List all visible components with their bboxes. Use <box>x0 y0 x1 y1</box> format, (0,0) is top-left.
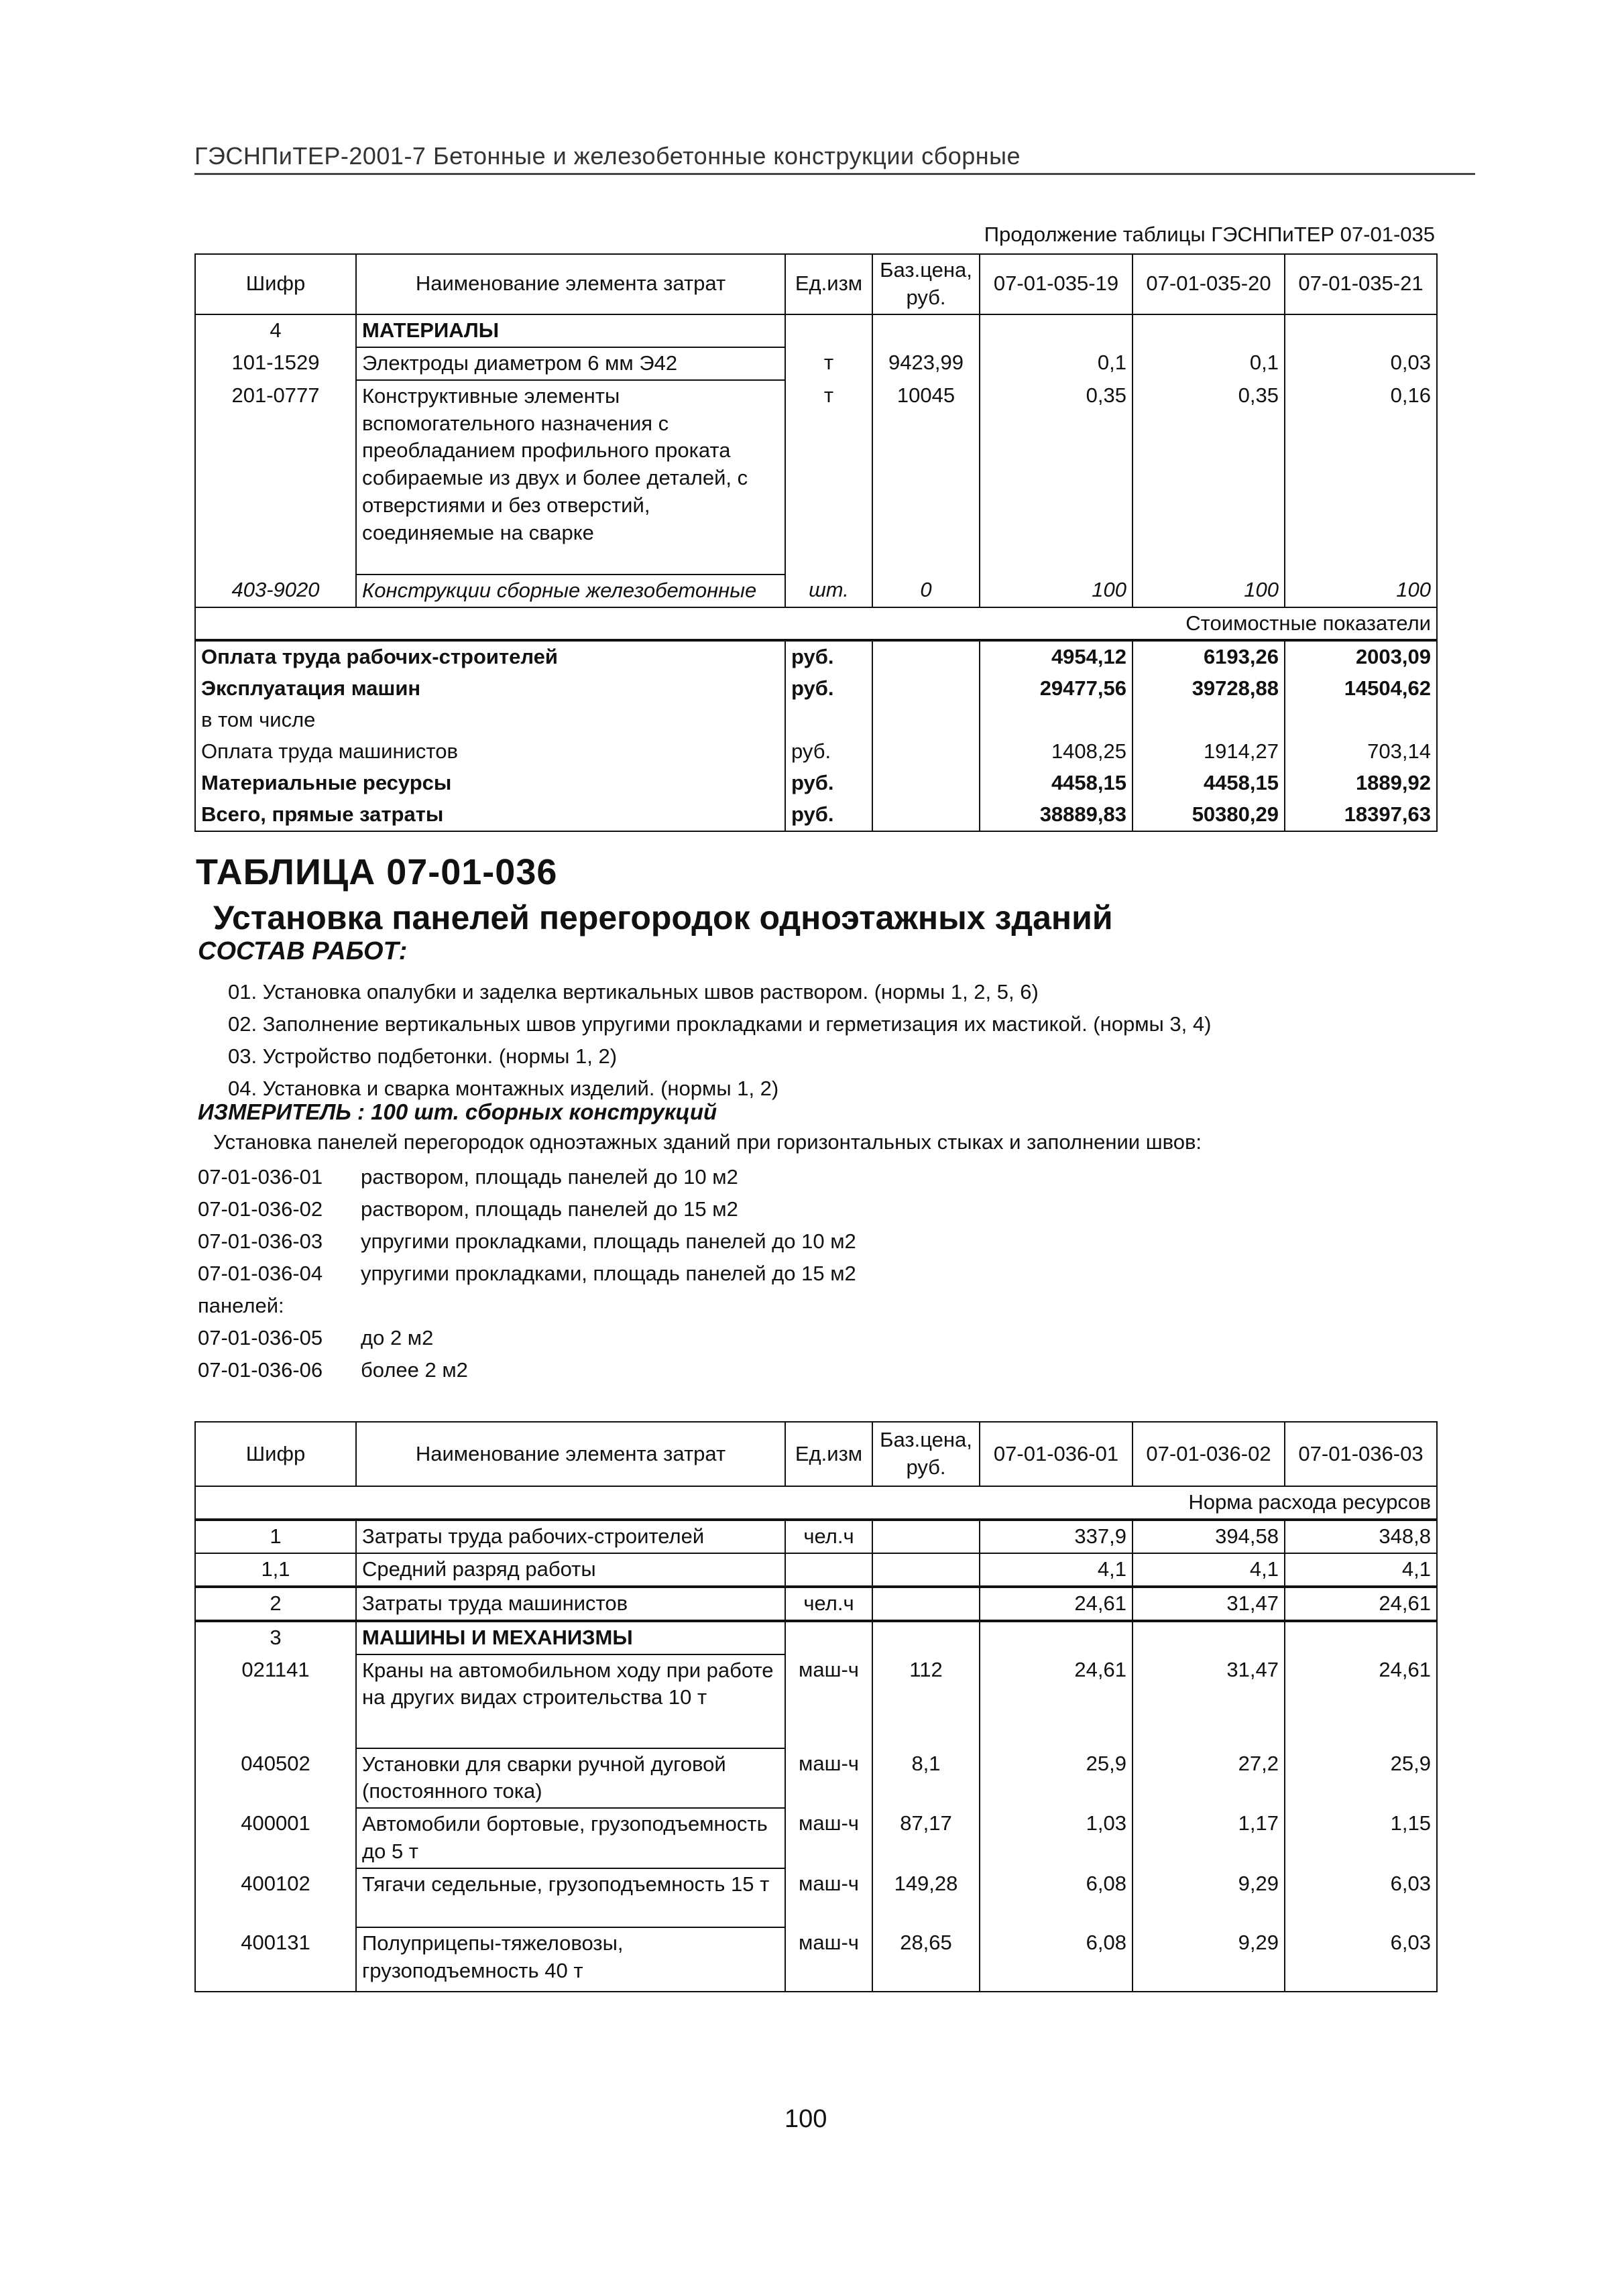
norm-desc: до 2 м2 <box>361 1326 434 1349</box>
cost-value-3: 14504,62 <box>1285 673 1437 705</box>
panels-label: панелей: <box>198 1294 284 1317</box>
works-heading: СОСТАВ РАБОТ: <box>198 937 408 965</box>
table-header-row <box>195 254 1437 314</box>
row-value-2: 100 <box>1133 575 1285 607</box>
row-value-3: 6,03 <box>1285 1868 1437 1927</box>
row-name: Установки для сварки ручной дуговой (постоянного тока) <box>356 1748 785 1809</box>
row-value-3: 1,15 <box>1285 1808 1437 1868</box>
row-name: Автомобили бортовые, грузоподъемность до 5 т <box>356 1808 785 1868</box>
col-header-price: Баз.цена, руб. <box>872 254 980 314</box>
norms-intro: Установка панелей перегородок одноэтажных зданий при горизонтальных стыках и заполнении швов: <box>213 1130 1202 1154</box>
row-name: Затраты труда рабочих-строителей <box>356 1520 785 1553</box>
row-name: Затраты труда машинистов <box>356 1587 785 1621</box>
row-value-1: 24,61 <box>980 1587 1133 1621</box>
cost-name: Оплата труда машинистов <box>195 736 785 768</box>
norm-code: 07-01-036-03 <box>198 1229 323 1253</box>
norm-code: 07-01-036-04 <box>198 1262 323 1285</box>
machine-row <box>195 1748 1437 1809</box>
norm-code: 07-01-036-02 <box>198 1197 323 1221</box>
cost-row <box>195 705 1437 736</box>
row-unit: маш-ч <box>785 1868 872 1927</box>
cost-value-1: 38889,83 <box>980 799 1133 831</box>
machine-row <box>195 1927 1437 1992</box>
cost-unit: руб. <box>785 736 872 768</box>
cost-row <box>195 799 1437 831</box>
row-unit: т <box>785 347 872 380</box>
table-continuation-caption: Продолжение таблицы ГЭСНПиТЕР 07-01-035 <box>984 223 1435 246</box>
cost-value-3: 1889,92 <box>1285 768 1437 799</box>
cost-value-2: 1914,27 <box>1133 736 1285 768</box>
row-value-2: 9,29 <box>1133 1868 1285 1927</box>
machine-row <box>195 1654 1437 1748</box>
norm-desc: упругими прокладками, площадь панелей до 10 м2 <box>361 1229 856 1253</box>
row-code: 040502 <box>195 1748 356 1809</box>
table-row <box>195 347 1437 380</box>
cost-value-1: 4954,12 <box>980 640 1133 673</box>
norm-desc: раствором, площадь панелей до 15 м2 <box>361 1197 738 1221</box>
cost-value-2: 6193,26 <box>1133 640 1285 673</box>
row-value-3: 348,8 <box>1285 1520 1437 1553</box>
cost-name: Материальные ресурсы <box>195 768 785 799</box>
row-unit: чел.ч <box>785 1520 872 1553</box>
labor-row <box>195 1587 1437 1621</box>
cost-name: Эксплуатация машин <box>195 673 785 705</box>
norm-code: 07-01-036-05 <box>198 1326 323 1349</box>
row-name: Тягачи седельные, грузоподъемность 15 т <box>356 1868 785 1927</box>
row-value-1: 6,08 <box>980 1868 1133 1927</box>
row-price: 87,17 <box>872 1808 980 1868</box>
col-header-code: Шифр <box>195 1422 356 1486</box>
section-row <box>195 314 1437 347</box>
norm-desc: упругими прокладками, площадь панелей до 15 м2 <box>361 1262 856 1285</box>
section-code: 3 <box>195 1621 356 1654</box>
row-value-2: 27,2 <box>1133 1748 1285 1809</box>
row-unit: т <box>785 380 872 575</box>
table-header-row <box>195 1422 1437 1486</box>
row-name: Полуприцепы-тяжеловозы, грузоподъемность 40 т <box>356 1927 785 1992</box>
section-row <box>195 1621 1437 1654</box>
row-price: 10045 <box>872 380 980 575</box>
row-price: 28,65 <box>872 1927 980 1992</box>
row-value-2: 31,47 <box>1133 1587 1285 1621</box>
row-value-1: 6,08 <box>980 1927 1133 1992</box>
labor-row <box>195 1553 1437 1587</box>
row-code: 400001 <box>195 1808 356 1868</box>
cost-unit: руб. <box>785 799 872 831</box>
cost-name: Всего, прямые затраты <box>195 799 785 831</box>
col-header-norm-2: 07-01-036-02 <box>1133 1422 1285 1486</box>
col-header-norm-2: 07-01-035-20 <box>1133 254 1285 314</box>
row-name: Средний разряд работы <box>356 1553 785 1587</box>
cost-row <box>195 768 1437 799</box>
row-code: 403-9020 <box>195 575 356 607</box>
row-value-1: 25,9 <box>980 1748 1133 1809</box>
meter-line: ИЗМЕРИТЕЛЬ : 100 шт. сборных конструкций <box>198 1099 717 1124</box>
row-price: 9423,99 <box>872 347 980 380</box>
table-row <box>195 380 1437 575</box>
row-value-3: 6,03 <box>1285 1927 1437 1992</box>
work-item: 03. Устройство подбетонки. (нормы 1, 2) <box>228 1044 618 1068</box>
row-value-3: 4,1 <box>1285 1553 1437 1587</box>
machine-row <box>195 1868 1437 1927</box>
work-item: 04. Установка и сварка монтажных изделий. (нормы 1, 2) <box>228 1077 779 1100</box>
cost-header: Стоимостные показатели <box>195 607 1437 641</box>
col-header-norm-1: 07-01-035-19 <box>980 254 1133 314</box>
row-value-2: 31,47 <box>1133 1654 1285 1748</box>
row-code: 021141 <box>195 1654 356 1748</box>
row-price: 8,1 <box>872 1748 980 1809</box>
col-header-norm-1: 07-01-036-01 <box>980 1422 1133 1486</box>
cost-row <box>195 736 1437 768</box>
row-code: 400131 <box>195 1927 356 1992</box>
col-header-norm-3: 07-01-035-21 <box>1285 254 1437 314</box>
table-row <box>195 575 1437 607</box>
row-name: Конструкции сборные железобетонные <box>356 575 785 607</box>
row-code: 101-1529 <box>195 347 356 380</box>
col-header-price: Баз.цена, руб. <box>872 1422 980 1486</box>
table-subtitle: Установка панелей перегородок одноэтажных зданий <box>213 899 1113 936</box>
cost-value-3: 703,14 <box>1285 736 1437 768</box>
section-name: МАТЕРИАЛЫ <box>356 314 785 347</box>
row-name: Конструктивные элементы вспомогательного назначения с преобладанием профильного проката собираемые из двух и более деталей, с отверстиями и без отверстий, соединяемые на сварке <box>356 380 785 575</box>
row-value-3: 24,61 <box>1285 1587 1437 1621</box>
col-header-unit: Ед.изм <box>785 1422 872 1486</box>
norm-header-row <box>195 1486 1437 1520</box>
row-value-2: 9,29 <box>1133 1927 1285 1992</box>
row-unit: чел.ч <box>785 1587 872 1621</box>
row-unit <box>785 1553 872 1587</box>
cost-header-row <box>195 607 1437 641</box>
table-title: ТАБЛИЦА 07-01-036 <box>196 852 558 892</box>
row-value-1: 24,61 <box>980 1654 1133 1748</box>
norm-desc: более 2 м2 <box>361 1358 468 1382</box>
row-unit: маш-ч <box>785 1808 872 1868</box>
row-unit: шт. <box>785 575 872 607</box>
row-value-1: 4,1 <box>980 1553 1133 1587</box>
row-value-1: 0,1 <box>980 347 1133 380</box>
col-header-unit: Ед.изм <box>785 254 872 314</box>
norm-desc: раствором, площадь панелей до 10 м2 <box>361 1165 738 1189</box>
cost-unit: руб. <box>785 673 872 705</box>
row-value-3: 25,9 <box>1285 1748 1437 1809</box>
work-item: 01. Установка опалубки и заделка вертикальных швов раствором. (нормы 1, 2, 5, 6) <box>228 980 1039 1004</box>
cost-name: Оплата труда рабочих-строителей <box>195 640 785 673</box>
row-value-3: 24,61 <box>1285 1654 1437 1748</box>
cost-value-2: 39728,88 <box>1133 673 1285 705</box>
section-code: 4 <box>195 314 356 347</box>
row-value-2: 4,1 <box>1133 1553 1285 1587</box>
row-value-3: 0,03 <box>1285 347 1437 380</box>
col-header-norm-3: 07-01-036-03 <box>1285 1422 1437 1486</box>
resource-table-07-01-036 <box>194 1421 1438 1992</box>
row-value-1: 0,35 <box>980 380 1133 575</box>
row-code: 1,1 <box>195 1553 356 1587</box>
row-name: Краны на автомобильном ходу при работе на других видах строительства 10 т <box>356 1654 785 1748</box>
section-name: МАШИНЫ И МЕХАНИЗМЫ <box>356 1621 785 1654</box>
work-item: 02. Заполнение вертикальных швов упругими прокладками и герметизация их мастикой. (нормы 3, 4) <box>228 1012 1212 1036</box>
row-value-3: 0,16 <box>1285 380 1437 575</box>
row-price: 149,28 <box>872 1868 980 1927</box>
cost-value-1: 4458,15 <box>980 768 1133 799</box>
labor-row <box>195 1520 1437 1553</box>
row-unit: маш-ч <box>785 1927 872 1992</box>
cost-row <box>195 673 1437 705</box>
cost-unit: руб. <box>785 640 872 673</box>
machine-row <box>195 1808 1437 1868</box>
norm-header: Норма расхода ресурсов <box>195 1486 1437 1520</box>
row-value-1: 337,9 <box>980 1520 1133 1553</box>
cost-value-2: 50380,29 <box>1133 799 1285 831</box>
row-unit: маш-ч <box>785 1654 872 1748</box>
row-value-2: 0,35 <box>1133 380 1285 575</box>
row-code: 201-0777 <box>195 380 356 575</box>
row-price: 0 <box>872 575 980 607</box>
col-header-code: Шифр <box>195 254 356 314</box>
row-unit: маш-ч <box>785 1748 872 1809</box>
row-value-3: 100 <box>1285 575 1437 607</box>
row-value-2: 1,17 <box>1133 1808 1285 1868</box>
cost-value-3: 2003,09 <box>1285 640 1437 673</box>
page-number: 100 <box>785 2105 827 2133</box>
resource-table-07-01-035 <box>194 253 1438 832</box>
cost-value-3: 18397,63 <box>1285 799 1437 831</box>
row-code: 400102 <box>195 1868 356 1927</box>
row-value-2: 0,1 <box>1133 347 1285 380</box>
running-header: ГЭСНПиТЕР-2001-7 Бетонные и железобетонные конструкции сборные <box>194 142 1475 175</box>
row-name: Электроды диаметром 6 мм Э42 <box>356 347 785 380</box>
row-value-2: 394,58 <box>1133 1520 1285 1553</box>
cost-value-2: 4458,15 <box>1133 768 1285 799</box>
norm-code: 07-01-036-01 <box>198 1165 323 1189</box>
cost-value-1: 29477,56 <box>980 673 1133 705</box>
norm-code: 07-01-036-06 <box>198 1358 323 1382</box>
row-code: 1 <box>195 1520 356 1553</box>
col-header-name: Наименование элемента затрат <box>356 254 785 314</box>
cost-name: в том числе <box>195 705 785 736</box>
col-header-name: Наименование элемента затрат <box>356 1422 785 1486</box>
row-value-1: 1,03 <box>980 1808 1133 1868</box>
cost-row <box>195 640 1437 673</box>
row-value-1: 100 <box>980 575 1133 607</box>
row-code: 2 <box>195 1587 356 1621</box>
cost-value-1: 1408,25 <box>980 736 1133 768</box>
cost-unit: руб. <box>785 768 872 799</box>
row-price: 112 <box>872 1654 980 1748</box>
